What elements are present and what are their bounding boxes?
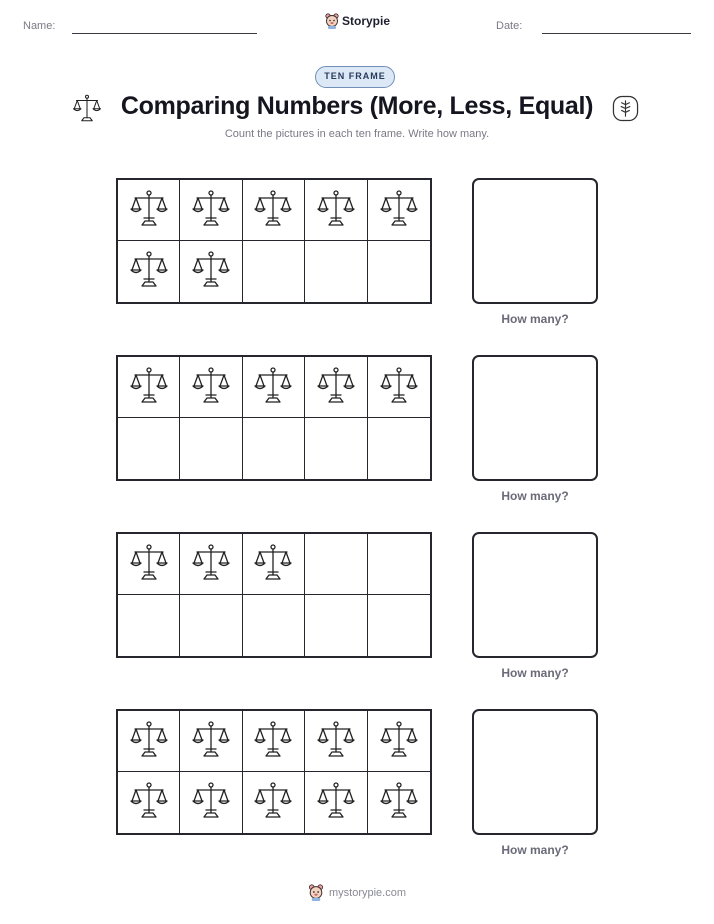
ten-frame-cell: [180, 772, 242, 833]
balance-scale-icon: [253, 780, 293, 825]
balance-scale-icon: [129, 542, 169, 587]
balance-scale-icon: [191, 542, 231, 587]
answer-box[interactable]: [472, 532, 598, 658]
page-title: Comparing Numbers (More, Less, Equal): [120, 92, 594, 120]
ten-frame-cell: [180, 180, 242, 241]
balance-scale-icon: [316, 780, 356, 825]
ten-frame-cell: [243, 357, 305, 418]
how-many-label: How many?: [501, 489, 569, 503]
date-line[interactable]: [542, 33, 691, 34]
ten-frame-cell: [180, 711, 242, 772]
ten-frame-cell: [243, 711, 305, 772]
ten-frame-cell: [118, 357, 180, 418]
ten-frame-cell: [243, 418, 305, 479]
ten-frame-cell: [118, 772, 180, 833]
brand-name: Storypie: [342, 14, 391, 28]
footer-url[interactable]: mystorypie.com: [328, 886, 407, 899]
ten-frame-row-3: [0, 532, 714, 682]
ten-frame-cell: [305, 595, 367, 656]
balance-scale-icon: [253, 188, 293, 233]
ten-frame-cell: [243, 772, 305, 833]
leaf-badge-icon: [612, 95, 639, 127]
ten-frame-badge: TEN FRAME: [315, 66, 395, 88]
balance-scale-icon: [191, 719, 231, 764]
balance-scale-icon: [379, 780, 419, 825]
ten-frame: [116, 532, 432, 658]
ten-frame-cell: [243, 180, 305, 241]
balance-scale-icon: [191, 780, 231, 825]
balance-scale-icon: [253, 542, 293, 587]
answer-box[interactable]: [472, 355, 598, 481]
ten-frame-cell: [368, 357, 430, 418]
balance-scale-icon: [129, 719, 169, 764]
ten-frame: [116, 178, 432, 304]
ten-frame-cell: [305, 418, 367, 479]
ten-frame-cell: [118, 534, 180, 595]
brand-logo: [325, 13, 390, 29]
ten-frame-cell: [305, 180, 367, 241]
date-label: Date:: [496, 20, 523, 32]
bear-logo-icon: [325, 13, 339, 29]
ten-frame-row-4: [0, 709, 714, 859]
instructions: Count the pictures in each ten frame. Write how many.: [224, 128, 490, 140]
balance-scale-icon: [316, 719, 356, 764]
balance-scale-icon: [129, 188, 169, 233]
balance-scale-icon: [316, 365, 356, 410]
ten-frame-cell: [368, 418, 430, 479]
ten-frame: [116, 355, 432, 481]
balance-scale-icon: [191, 188, 231, 233]
bear-logo-icon: [308, 884, 324, 901]
name-line[interactable]: [72, 33, 257, 34]
answer-box[interactable]: [472, 709, 598, 835]
ten-frame-cell: [305, 534, 367, 595]
ten-frame-cell: [305, 772, 367, 833]
balance-scale-icon: [191, 249, 231, 294]
ten-frame-cell: [180, 595, 242, 656]
how-many-label: How many?: [501, 312, 569, 326]
ten-frame-cell: [118, 418, 180, 479]
ten-frame-cell: [368, 534, 430, 595]
ten-frame-cell: [180, 241, 242, 302]
ten-frame: [116, 709, 432, 835]
ten-frame-cell: [118, 595, 180, 656]
ten-frame-cell: [368, 711, 430, 772]
ten-frame-cell: [368, 241, 430, 302]
ten-frame-cell: [118, 241, 180, 302]
footer: [0, 884, 714, 901]
how-many-label: How many?: [501, 666, 569, 680]
answer-box[interactable]: [472, 178, 598, 304]
balance-scale-icon: [253, 719, 293, 764]
balance-scale-icon: [379, 188, 419, 233]
balance-scale-icon: [129, 365, 169, 410]
ten-frame-cell: [243, 241, 305, 302]
balance-scale-icon: [253, 365, 293, 410]
balance-scale-icon: [191, 365, 231, 410]
ten-frame-cell: [180, 357, 242, 418]
ten-frame-row-1: [0, 178, 714, 328]
ten-frame-cell: [180, 418, 242, 479]
ten-frame-cell: [368, 772, 430, 833]
ten-frame-cell: [118, 711, 180, 772]
balance-scale-icon: [129, 249, 169, 294]
how-many-label: How many?: [501, 843, 569, 857]
ten-frame-cell: [305, 357, 367, 418]
ten-frame-cell: [305, 711, 367, 772]
ten-frame-cell: [368, 180, 430, 241]
ten-frame-cell: [305, 241, 367, 302]
balance-scale-icon: [129, 780, 169, 825]
balance-scale-icon: [379, 365, 419, 410]
ten-frame-row-2: [0, 355, 714, 505]
ten-frame-cell: [118, 180, 180, 241]
ten-frame-cell: [368, 595, 430, 656]
balance-scale-icon: [316, 188, 356, 233]
balance-scale-icon: [379, 719, 419, 764]
ten-frame-cell: [243, 595, 305, 656]
ten-frame-cell: [180, 534, 242, 595]
ten-frame-cell: [243, 534, 305, 595]
name-label: Name:: [23, 20, 56, 32]
